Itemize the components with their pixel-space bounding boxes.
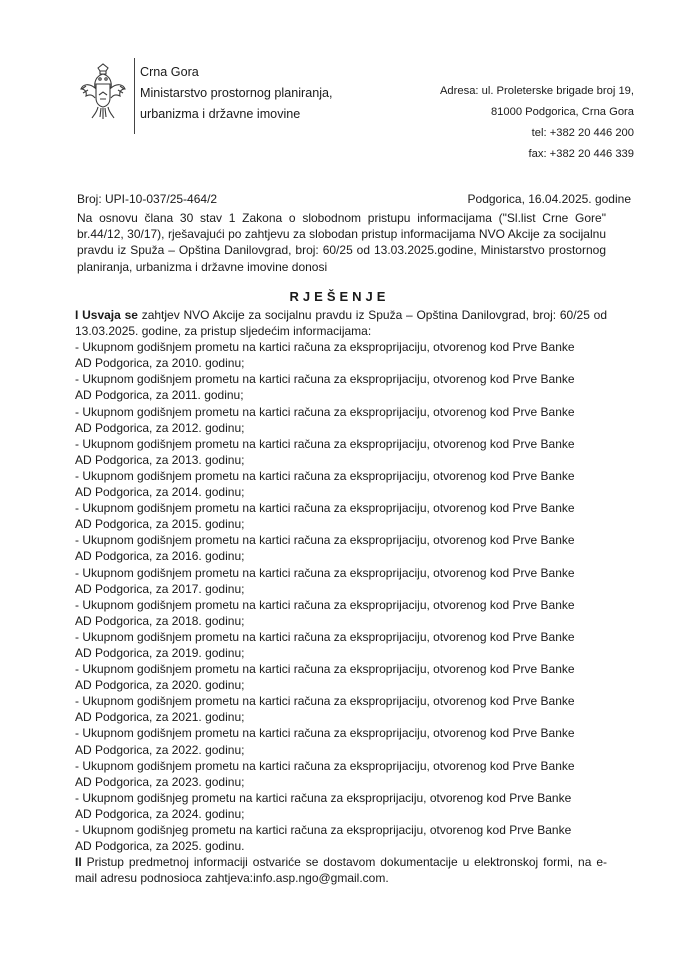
list-item-line1: - Ukupnom godišnjem prometu na kartici računa za eksproprijaciju, otvorenog kod Prve Banke [75,726,575,741]
list-item [75,468,607,500]
list-item [75,725,607,757]
list-item [75,404,607,436]
list-item-line2: AD Podgorica, za 2025. godinu. [75,839,245,854]
list-item-line1: - Ukupnom godišnjem prometu na kartici računa za eksproprijaciju, otvorenog kod Prve Banke [75,565,575,580]
list-item-line2: AD Podgorica, za 2018. godinu; [75,613,245,628]
information-list [75,339,607,854]
list-item-line2: AD Podgorica, za 2010. godinu; [75,356,245,371]
list-item [75,790,607,822]
section-two-paragraph [75,854,607,886]
list-item-line2: AD Podgorica, za 2020. godinu; [75,678,245,693]
list-item-line1: - Ukupnom godišnjem prometu na kartici računa za eksproprijaciju, otvorenog kod Prve Banke [75,436,575,451]
list-item [75,371,607,403]
header-divider [134,58,135,134]
phone: tel: +382 20 446 200 [531,127,634,139]
list-item-line2: AD Podgorica, za 2019. godinu; [75,645,245,660]
list-item-line1: - Ukupnom godišnjem prometu na kartici računa za eksproprijaciju, otvorenog kod Prve Banke [75,662,575,677]
list-item-line1: - Ukupnom godišnjem prometu na kartici računa za eksproprijaciju, otvorenog kod Prve Banke [75,372,575,387]
decision-body [75,307,607,886]
document-title: RJEŠENJE [289,289,390,304]
list-item-line1: - Ukupnom godišnjeg prometu na kartici računa za eksproprijaciju, otvorenog kod Prve Banke [75,790,572,805]
list-item [75,629,607,661]
list-item [75,822,607,854]
list-item [75,532,607,564]
ministry-name-block [140,62,333,125]
country-name: Crna Gora [140,65,199,79]
list-item [75,758,607,790]
document-date: Podgorica, 16.04.2025. godine [467,192,631,206]
list-item-line2: AD Podgorica, za 2011. godinu; [75,388,244,403]
fax: fax: +382 20 446 339 [528,148,634,160]
list-item-line1: - Ukupnom godišnjeg prometu na kartici računa za eksproprijaciju, otvorenog kod Prve Banke [75,823,572,837]
list-item-line2: AD Podgorica, za 2015. godinu; [75,517,245,532]
section-one-label: I Usvaja se [75,308,138,322]
list-item-line2: AD Podgorica, za 2024. godinu; [75,806,245,821]
list-item [75,565,607,597]
list-item-line1: - Ukupnom godišnjem prometu na kartici računa za eksproprijaciju, otvorenog kod Prve Banke [75,597,575,612]
ministry-name-line1: Ministarstvo prostornog planiranja, [140,86,333,100]
list-item [75,693,607,725]
list-item [75,339,607,371]
list-item-line1: - Ukupnom godišnjem prometu na kartici računa za eksproprijaciju, otvorenog kod Prve Banke [75,533,575,548]
list-item-line1: - Ukupnom godišnjem prometu na kartici računa za eksproprijaciju, otvorenog kod Prve Banke [75,629,575,644]
list-item [75,661,607,693]
list-item [75,436,607,468]
reference-number: Broj: UPI-10-037/25-464/2 [77,192,218,206]
section-one-text: zahtjev NVO Akcije za socijalnu pravdu iz Spuža – Opština Danilovgrad, broj: 60/25 od 13.03.2025. godine, za pristup sljedećim informacijama: [75,308,608,339]
list-item-line1: - Ukupnom godišnjem prometu na kartici računa za eksproprijaciju, otvorenog kod Prve Banke [75,758,575,773]
list-item-line2: AD Podgorica, za 2016. godinu; [75,549,245,564]
section-two-text: Pristup predmetnoj informaciji ostvariće se dostavom dokumentacije u elektronskoj formi, na e-mail adresu podnosioca zahtjeva:info.asp.ngo@gmail.com. [75,855,607,886]
address: Adresa: ul. Proleterske brigade broj 19, [439,85,634,97]
list-item-line2: AD Podgorica, za 2017. godinu; [75,581,245,596]
list-item-line2: AD Podgorica, za 2022. godinu; [75,742,245,757]
section-two-label: II [75,855,82,870]
contact-block [440,81,634,165]
montenegro-coat-of-arms-icon [78,62,128,122]
list-item-line1: - Ukupnom godišnjem prometu na kartici računa za eksproprijaciju, otvorenog kod Prve Banke [75,501,575,516]
list-item-line2: AD Podgorica, za 2013. godinu; [75,452,245,467]
list-item-line1: - Ukupnom godišnjem prometu na kartici računa za eksproprijaciju, otvorenog kod Prve Banke [75,404,575,419]
list-item-line2: AD Podgorica, za 2014. godinu; [75,485,245,500]
city: 81000 Podgorica, Crna Gora [490,106,634,118]
legal-basis-paragraph: Na osnovu člana 30 stav 1 Zakona o slobodnom pristupu informacijama ("Sl.list Crne Gore" br.44/12, 30/17), rješavajući po zahtjevu za slobodan pristup informacijama NVO Akcije za socijalnu pravdu iz Spuža – Opština Danilovgrad, broj: 60/25 od 13.03.2025.godine, Ministarstvo prostornog planiranja, urbanizma i državne imovine donosi [77,211,606,274]
list-item-line2: AD Podgorica, za 2012. godinu; [75,420,245,435]
ministry-name-line2: urbanizma i državne imovine [140,107,301,121]
list-item-line1: - Ukupnom godišnjem prometu na kartici računa za eksproprijaciju, otvorenog kod Prve Banke [75,468,575,483]
list-item [75,500,607,532]
list-item-line2: AD Podgorica, za 2021. godinu; [75,710,245,725]
list-item-line1: - Ukupnom godišnjem prometu na kartici računa za eksproprijaciju, otvorenog kod Prve Banke [75,694,575,709]
list-item [75,597,607,629]
section-one-paragraph [75,307,607,339]
list-item-line1: - Ukupnom godišnjem prometu na kartici računa za eksproprijaciju, otvorenog kod Prve Banke [75,340,575,355]
list-item-line2: AD Podgorica, za 2023. godinu; [75,774,245,789]
